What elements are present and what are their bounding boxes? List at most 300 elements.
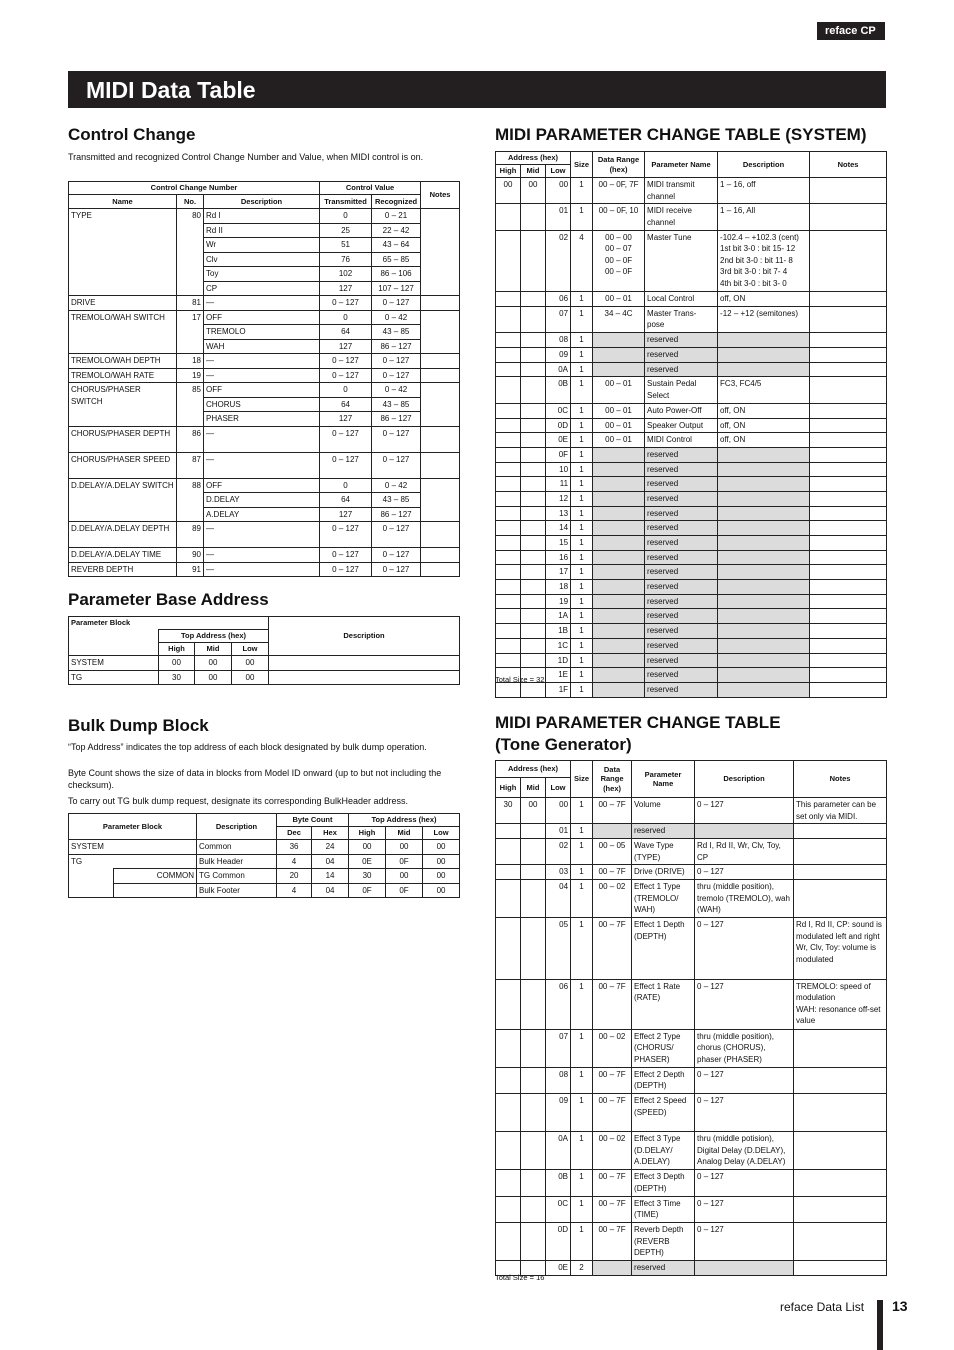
- cc-row-name: TYPE: [69, 209, 177, 296]
- cc-row-description: —: [204, 354, 320, 369]
- cc-row-description: —: [204, 522, 320, 548]
- cc-header-number: Control Change Number: [69, 182, 320, 195]
- sys-row-mid: [521, 292, 546, 307]
- sys-row-notes: [810, 477, 887, 492]
- cc-row-notes: [421, 426, 460, 452]
- page-number: 13: [892, 1298, 908, 1314]
- cc-row-notes: [421, 354, 460, 369]
- tg-row-range: 00 – 7F: [593, 918, 632, 980]
- cc-row-description: —: [204, 426, 320, 452]
- tg-row-parameter-name: Effect 1 Type (TREMOLO/ WAH): [632, 880, 695, 918]
- sys-row-notes: [810, 682, 887, 697]
- sys-table-row: [496, 491, 887, 506]
- sys-row-parameter-name: reserved: [645, 536, 718, 551]
- cc-row-transmitted: 102: [320, 267, 372, 282]
- sys-row-range: 00 – 01: [593, 418, 645, 433]
- sys-row-description: [718, 682, 810, 697]
- sys-row-size: 1: [571, 292, 593, 307]
- bd-row-low: 00: [423, 854, 460, 869]
- sys-row-description: [718, 653, 810, 668]
- tg-row-mid: [521, 824, 546, 839]
- sys-row-range: 00 – 01: [593, 292, 645, 307]
- sys-row-notes: [810, 594, 887, 609]
- tg-table-row: [496, 1261, 887, 1276]
- tg-row-notes: [794, 1094, 887, 1132]
- sys-row-notes: [810, 668, 887, 683]
- bulk-dump-paragraph-1: “Top Address” indicates the top address of each block designated by bulk dump operation.: [68, 742, 427, 752]
- tg-row-size: 1: [571, 839, 593, 865]
- cc-row-description: CHORUS: [204, 397, 320, 412]
- sys-row-notes: [810, 653, 887, 668]
- sys-row-mid: [521, 682, 546, 697]
- tg-row-size: 1: [571, 979, 593, 1029]
- cc-table-row: [69, 310, 460, 325]
- tg-row-description: 0 – 127: [695, 918, 794, 980]
- tg-row-notes: [794, 1223, 887, 1261]
- cc-row-notes: [421, 383, 460, 427]
- sys-row-low: 12: [546, 491, 571, 506]
- sys-row-range: [593, 609, 645, 624]
- sys-row-size: 1: [571, 433, 593, 448]
- sys-row-notes: [810, 462, 887, 477]
- tg-row-high: [496, 1094, 521, 1132]
- bd-header-description: Description: [197, 814, 277, 840]
- sys-row-low: 16: [546, 550, 571, 565]
- cc-row-name: CHORUS/PHASER SPEED: [69, 452, 177, 478]
- cc-row-name: REVERB DEPTH: [69, 562, 177, 577]
- cc-row-recognized: 0 – 127: [372, 522, 421, 548]
- system-total-size: Total Size = 32: [495, 675, 545, 684]
- sys-row-notes: [810, 306, 887, 332]
- sys-row-size: 1: [571, 403, 593, 418]
- cc-row-recognized: 43 – 64: [372, 238, 421, 253]
- bd-row-mid: 00: [386, 840, 423, 855]
- tg-row-parameter-name: Volume: [632, 798, 695, 824]
- tg-row-mid: [521, 1223, 546, 1261]
- sys-table-row: [496, 594, 887, 609]
- bulk-dump-paragraph-3: To carry out TG bulk dump request, designate its corresponding BulkHeader address.: [68, 796, 409, 806]
- sys-row-high: 00: [496, 178, 521, 204]
- sys-row-parameter-name: Speaker Output: [645, 418, 718, 433]
- cc-row-recognized: 0 – 127: [372, 426, 421, 452]
- sys-row-parameter-name: reserved: [645, 447, 718, 462]
- tg-row-size: 1: [571, 824, 593, 839]
- tg-row-low: 08: [546, 1067, 571, 1093]
- cc-row-transmitted: 76: [320, 252, 372, 267]
- sys-row-size: 1: [571, 594, 593, 609]
- bd-row-hex: 04: [312, 883, 349, 898]
- tg-row-notes: [794, 1170, 887, 1196]
- tg-row-parameter-name: Effect 3 Type (D.DELAY/ A.DELAY): [632, 1132, 695, 1170]
- cc-row-transmitted: 0 – 127: [320, 296, 372, 311]
- sys-row-notes: [810, 491, 887, 506]
- sys-row-range: [593, 550, 645, 565]
- cc-row-number: 18: [177, 354, 204, 369]
- cc-row-description: A.DELAY: [204, 507, 320, 522]
- sys-row-notes: [810, 348, 887, 363]
- cc-row-description: —: [204, 368, 320, 383]
- tg-table-row: [496, 880, 887, 918]
- sys-row-high: [496, 536, 521, 551]
- bd-header-block: Parameter Block: [69, 814, 197, 840]
- sys-row-mid: [521, 333, 546, 348]
- bd-row-sub: COMMON: [114, 869, 197, 884]
- sys-row-low: 0A: [546, 362, 571, 377]
- tg-row-notes: Rd I, Rd II, CP: sound is modulated left and right Wr, Clv, Toy: volume is modulated: [794, 918, 887, 980]
- sys-row-range: 00 – 00 00 – 07 00 – 0F 00 – 0F: [593, 230, 645, 292]
- sys-row-description: [718, 462, 810, 477]
- sys-row-low: 01: [546, 204, 571, 230]
- sys-row-low: 06: [546, 292, 571, 307]
- cc-row-name: TREMOLO/WAH DEPTH: [69, 354, 177, 369]
- sys-row-description: [718, 550, 810, 565]
- tg-row-low: 01: [546, 824, 571, 839]
- sys-row-mid: [521, 433, 546, 448]
- tg-table-row: [496, 1067, 887, 1093]
- tg-row-mid: [521, 1067, 546, 1093]
- cc-row-description: PHASER: [204, 412, 320, 427]
- sys-row-notes: [810, 521, 887, 536]
- tg-row-size: 1: [571, 1067, 593, 1093]
- tg-row-parameter-name: Reverb Depth (REVERB DEPTH): [632, 1223, 695, 1261]
- tg-row-mid: [521, 1094, 546, 1132]
- sys-row-parameter-name: reserved: [645, 348, 718, 363]
- sys-row-range: 34 – 4C: [593, 306, 645, 332]
- tg-row-description: thru (middle position), tremolo (TREMOLO), wah (WAH): [695, 880, 794, 918]
- sys-row-size: 1: [571, 204, 593, 230]
- cc-row-name: TREMOLO/WAH RATE: [69, 368, 177, 383]
- sys-table-row: [496, 609, 887, 624]
- cc-table-row: [69, 478, 460, 493]
- bd-header-byte: Byte Count: [277, 814, 349, 827]
- sys-row-mid: [521, 638, 546, 653]
- bd-row-high: 00: [349, 840, 386, 855]
- sys-header-address: Address (hex): [496, 152, 571, 165]
- sys-row-size: 1: [571, 377, 593, 403]
- pba-row-block: SYSTEM: [69, 656, 159, 671]
- sys-row-high: [496, 333, 521, 348]
- cc-row-number: 80: [177, 209, 204, 296]
- sys-row-high: [496, 653, 521, 668]
- tg-row-description: 0 – 127: [695, 798, 794, 824]
- bd-row-dec: 4: [277, 883, 312, 898]
- cc-row-name: D.DELAY/A.DELAY TIME: [69, 548, 177, 563]
- cc-row-transmitted: 0 – 127: [320, 562, 372, 577]
- tg-row-notes: [794, 880, 887, 918]
- bd-row-hex: 14: [312, 869, 349, 884]
- sys-row-parameter-name: reserved: [645, 477, 718, 492]
- product-badge: reface CP: [817, 22, 885, 40]
- sys-row-low: 10: [546, 462, 571, 477]
- sys-row-range: [593, 362, 645, 377]
- sys-row-high: [496, 292, 521, 307]
- sys-row-description: [718, 491, 810, 506]
- sys-row-high: [496, 403, 521, 418]
- sys-row-size: 1: [571, 668, 593, 683]
- sys-row-range: [593, 447, 645, 462]
- tg-row-notes: TREMOLO: speed of modulation WAH: resonance off-set value: [794, 979, 887, 1029]
- cc-row-recognized: 86 – 106: [372, 267, 421, 282]
- bd-row-desc: TG Common: [197, 869, 277, 884]
- sys-row-mid: [521, 418, 546, 433]
- cc-row-transmitted: 64: [320, 397, 372, 412]
- bd-header-dec: Dec: [277, 827, 312, 840]
- cc-row-description: Rd II: [204, 223, 320, 238]
- sys-row-size: 1: [571, 580, 593, 595]
- sys-row-size: 1: [571, 418, 593, 433]
- bd-header-hex: Hex: [312, 827, 349, 840]
- tg-header-description: Description: [695, 761, 794, 798]
- sys-row-notes: [810, 447, 887, 462]
- tg-row-low: 05: [546, 918, 571, 980]
- sys-row-range: [593, 565, 645, 580]
- sys-row-description: [718, 580, 810, 595]
- sys-row-notes: [810, 178, 887, 204]
- sys-row-description: FC3, FC4/5: [718, 377, 810, 403]
- tg-row-size: 1: [571, 1170, 593, 1196]
- pba-row-high: 00: [159, 656, 195, 671]
- cc-row-recognized: 0 – 42: [372, 383, 421, 398]
- sys-row-high: [496, 362, 521, 377]
- cc-header-transmitted: Transmitted: [320, 195, 372, 209]
- sys-row-high: [496, 521, 521, 536]
- sys-row-mid: [521, 447, 546, 462]
- sys-row-description: off, ON: [718, 418, 810, 433]
- sys-row-description: [718, 668, 810, 683]
- sys-row-high: [496, 609, 521, 624]
- sys-row-range: [593, 506, 645, 521]
- tg-row-mid: [521, 1029, 546, 1067]
- cc-row-notes: [421, 296, 460, 311]
- sys-row-description: [718, 447, 810, 462]
- tg-row-high: [496, 918, 521, 980]
- sys-row-low: 1E: [546, 668, 571, 683]
- cc-row-description: —: [204, 548, 320, 563]
- tg-table-row: [496, 798, 887, 824]
- sys-row-parameter-name: reserved: [645, 609, 718, 624]
- sys-row-low: 0B: [546, 377, 571, 403]
- sys-row-notes: [810, 362, 887, 377]
- tg-row-low: 0D: [546, 1223, 571, 1261]
- cc-row-transmitted: 0: [320, 310, 372, 325]
- sys-row-notes: [810, 580, 887, 595]
- sys-row-parameter-name: reserved: [645, 580, 718, 595]
- tg-row-description: thru (middle potision), Digital Delay (D.DELAY), Analog Delay (A.DELAY): [695, 1132, 794, 1170]
- tg-row-mid: [521, 865, 546, 880]
- tg-row-low: 0A: [546, 1132, 571, 1170]
- bd-row-high: 0F: [349, 883, 386, 898]
- sys-row-mid: [521, 491, 546, 506]
- cc-row-notes: [421, 209, 460, 296]
- tg-row-notes: [794, 1261, 887, 1276]
- tg-row-range: 00 – 7F: [593, 1196, 632, 1222]
- sys-row-range: [593, 333, 645, 348]
- tg-row-description: [695, 824, 794, 839]
- sys-table-row: [496, 521, 887, 536]
- sys-row-parameter-name: MIDI receive channel: [645, 204, 718, 230]
- sys-row-mid: [521, 306, 546, 332]
- cc-row-transmitted: 64: [320, 325, 372, 340]
- sys-row-mid: [521, 536, 546, 551]
- sys-row-high: [496, 682, 521, 697]
- cc-row-description: Rd I: [204, 209, 320, 224]
- tg-row-low: 0B: [546, 1170, 571, 1196]
- bd-row-dec: 4: [277, 854, 312, 869]
- cc-row-name: CHORUS/PHASER DEPTH: [69, 426, 177, 452]
- sys-row-parameter-name: reserved: [645, 565, 718, 580]
- tg-row-range: [593, 1261, 632, 1276]
- sys-row-parameter-name: Local Control: [645, 292, 718, 307]
- sys-row-high: [496, 204, 521, 230]
- sys-row-description: [718, 624, 810, 639]
- cc-row-transmitted: 51: [320, 238, 372, 253]
- tg-table-row: [496, 1029, 887, 1067]
- bd-row-low: 00: [423, 883, 460, 898]
- tg-row-description: 0 – 127: [695, 1094, 794, 1132]
- tg-row-low: 04: [546, 880, 571, 918]
- tg-table-row: [496, 1196, 887, 1222]
- tg-row-notes: [794, 1067, 887, 1093]
- cc-row-number: 19: [177, 368, 204, 383]
- cc-row-transmitted: 0: [320, 383, 372, 398]
- sys-row-parameter-name: reserved: [645, 521, 718, 536]
- bd-row-block: SYSTEM: [69, 840, 197, 855]
- sys-header-pname: Parameter Name: [645, 152, 718, 178]
- cc-row-notes: [421, 310, 460, 354]
- cc-row-number: 81: [177, 296, 204, 311]
- tg-row-parameter-name: Effect 3 Depth (DEPTH): [632, 1170, 695, 1196]
- tg-row-parameter-name: Effect 1 Depth (DEPTH): [632, 918, 695, 980]
- sys-row-high: [496, 477, 521, 492]
- sys-row-range: [593, 580, 645, 595]
- sys-table-row: [496, 668, 887, 683]
- pba-header-description: Description: [269, 617, 460, 656]
- sys-row-size: 1: [571, 447, 593, 462]
- cc-row-notes: [421, 562, 460, 577]
- control-change-heading: Control Change: [68, 125, 196, 144]
- bd-row-high: 30: [349, 869, 386, 884]
- sys-row-size: 1: [571, 536, 593, 551]
- sys-row-low: 09: [546, 348, 571, 363]
- bd-header-high: High: [349, 827, 386, 840]
- sys-row-notes: [810, 292, 887, 307]
- sys-row-mid: [521, 362, 546, 377]
- cc-row-recognized: 0 – 127: [372, 296, 421, 311]
- sys-row-mid: [521, 230, 546, 292]
- tg-header-high: High: [496, 778, 521, 798]
- sys-row-description: [718, 609, 810, 624]
- sys-row-low: 02: [546, 230, 571, 292]
- cc-table-row: [69, 209, 460, 224]
- sys-row-high: [496, 377, 521, 403]
- tg-row-notes: [794, 865, 887, 880]
- tg-row-range: 00 – 7F: [593, 1170, 632, 1196]
- sys-row-high: [496, 306, 521, 332]
- sys-row-description: -12 – +12 (semitones): [718, 306, 810, 332]
- sys-row-high: [496, 638, 521, 653]
- tg-row-size: 1: [571, 1196, 593, 1222]
- sys-row-description: [718, 521, 810, 536]
- tg-total-size: Total Size = 16: [495, 1273, 545, 1282]
- page-marker-bar: [877, 1300, 883, 1350]
- cc-table-row: [69, 368, 460, 383]
- tg-row-description: thru (middle position), chorus (CHORUS), phaser (PHASER): [695, 1029, 794, 1067]
- cc-row-recognized: 43 – 85: [372, 397, 421, 412]
- sys-row-mid: [521, 609, 546, 624]
- cc-row-transmitted: 0: [320, 209, 372, 224]
- cc-header-description: Description: [204, 195, 320, 209]
- sys-row-notes: [810, 333, 887, 348]
- cc-table-row: [69, 383, 460, 398]
- bd-row-low: 00: [423, 840, 460, 855]
- sys-row-notes: [810, 230, 887, 292]
- sys-row-high: [496, 491, 521, 506]
- tg-row-description: 0 – 127: [695, 979, 794, 1029]
- tg-row-low: 09: [546, 1094, 571, 1132]
- sys-row-mid: 00: [521, 178, 546, 204]
- cc-table-row: [69, 426, 460, 452]
- sys-row-low: 17: [546, 565, 571, 580]
- tg-row-high: [496, 839, 521, 865]
- pba-row-desc: [269, 670, 460, 685]
- sys-row-notes: [810, 433, 887, 448]
- sys-row-notes: [810, 565, 887, 580]
- bd-row-block: TG: [69, 854, 197, 869]
- cc-row-description: Toy: [204, 267, 320, 282]
- sys-row-description: 1 – 16, All: [718, 204, 810, 230]
- sys-row-notes: [810, 377, 887, 403]
- cc-row-number: 89: [177, 522, 204, 548]
- sys-header-description: Description: [718, 152, 810, 178]
- tg-row-high: [496, 1196, 521, 1222]
- cc-row-transmitted: 127: [320, 507, 372, 522]
- tg-row-description: Rd I, Rd II, Wr, Clv, Toy, CP: [695, 839, 794, 865]
- tg-row-notes: [794, 824, 887, 839]
- sys-row-parameter-name: reserved: [645, 668, 718, 683]
- sys-row-high: [496, 230, 521, 292]
- sys-row-low: 0F: [546, 447, 571, 462]
- sys-row-size: 1: [571, 333, 593, 348]
- tg-row-mid: [521, 918, 546, 980]
- sys-row-mid: [521, 580, 546, 595]
- sys-table-row: [496, 462, 887, 477]
- tg-header-range: Data Range (hex): [593, 761, 632, 798]
- tg-row-size: 1: [571, 798, 593, 824]
- pba-header-low: Low: [232, 643, 269, 656]
- bulk-dump-paragraph-2: Byte Count shows the size of data in blocks from Model ID onward (up to but not including the checksum).: [68, 768, 442, 791]
- sys-row-mid: [521, 550, 546, 565]
- sys-row-high: [496, 580, 521, 595]
- tg-row-size: 1: [571, 1223, 593, 1261]
- tg-row-size: 1: [571, 918, 593, 980]
- sys-row-parameter-name: reserved: [645, 362, 718, 377]
- cc-row-recognized: 0 – 21: [372, 209, 421, 224]
- sys-row-parameter-name: reserved: [645, 624, 718, 639]
- sys-header-mid: Mid: [521, 165, 546, 178]
- sys-row-range: 00 – 01: [593, 433, 645, 448]
- sys-table-row: [496, 362, 887, 377]
- bd-row-dec: 36: [277, 840, 312, 855]
- tg-table-row: [496, 1094, 887, 1132]
- sys-row-low: 1D: [546, 653, 571, 668]
- sys-row-description: [718, 348, 810, 363]
- cc-row-notes: [421, 452, 460, 478]
- tg-row-notes: This parameter can be set only via MIDI.: [794, 798, 887, 824]
- sys-row-range: 00 – 0F, 7F: [593, 178, 645, 204]
- sys-table-row: [496, 565, 887, 580]
- footer-label: reface Data List: [780, 1300, 865, 1314]
- tg-row-low: 03: [546, 865, 571, 880]
